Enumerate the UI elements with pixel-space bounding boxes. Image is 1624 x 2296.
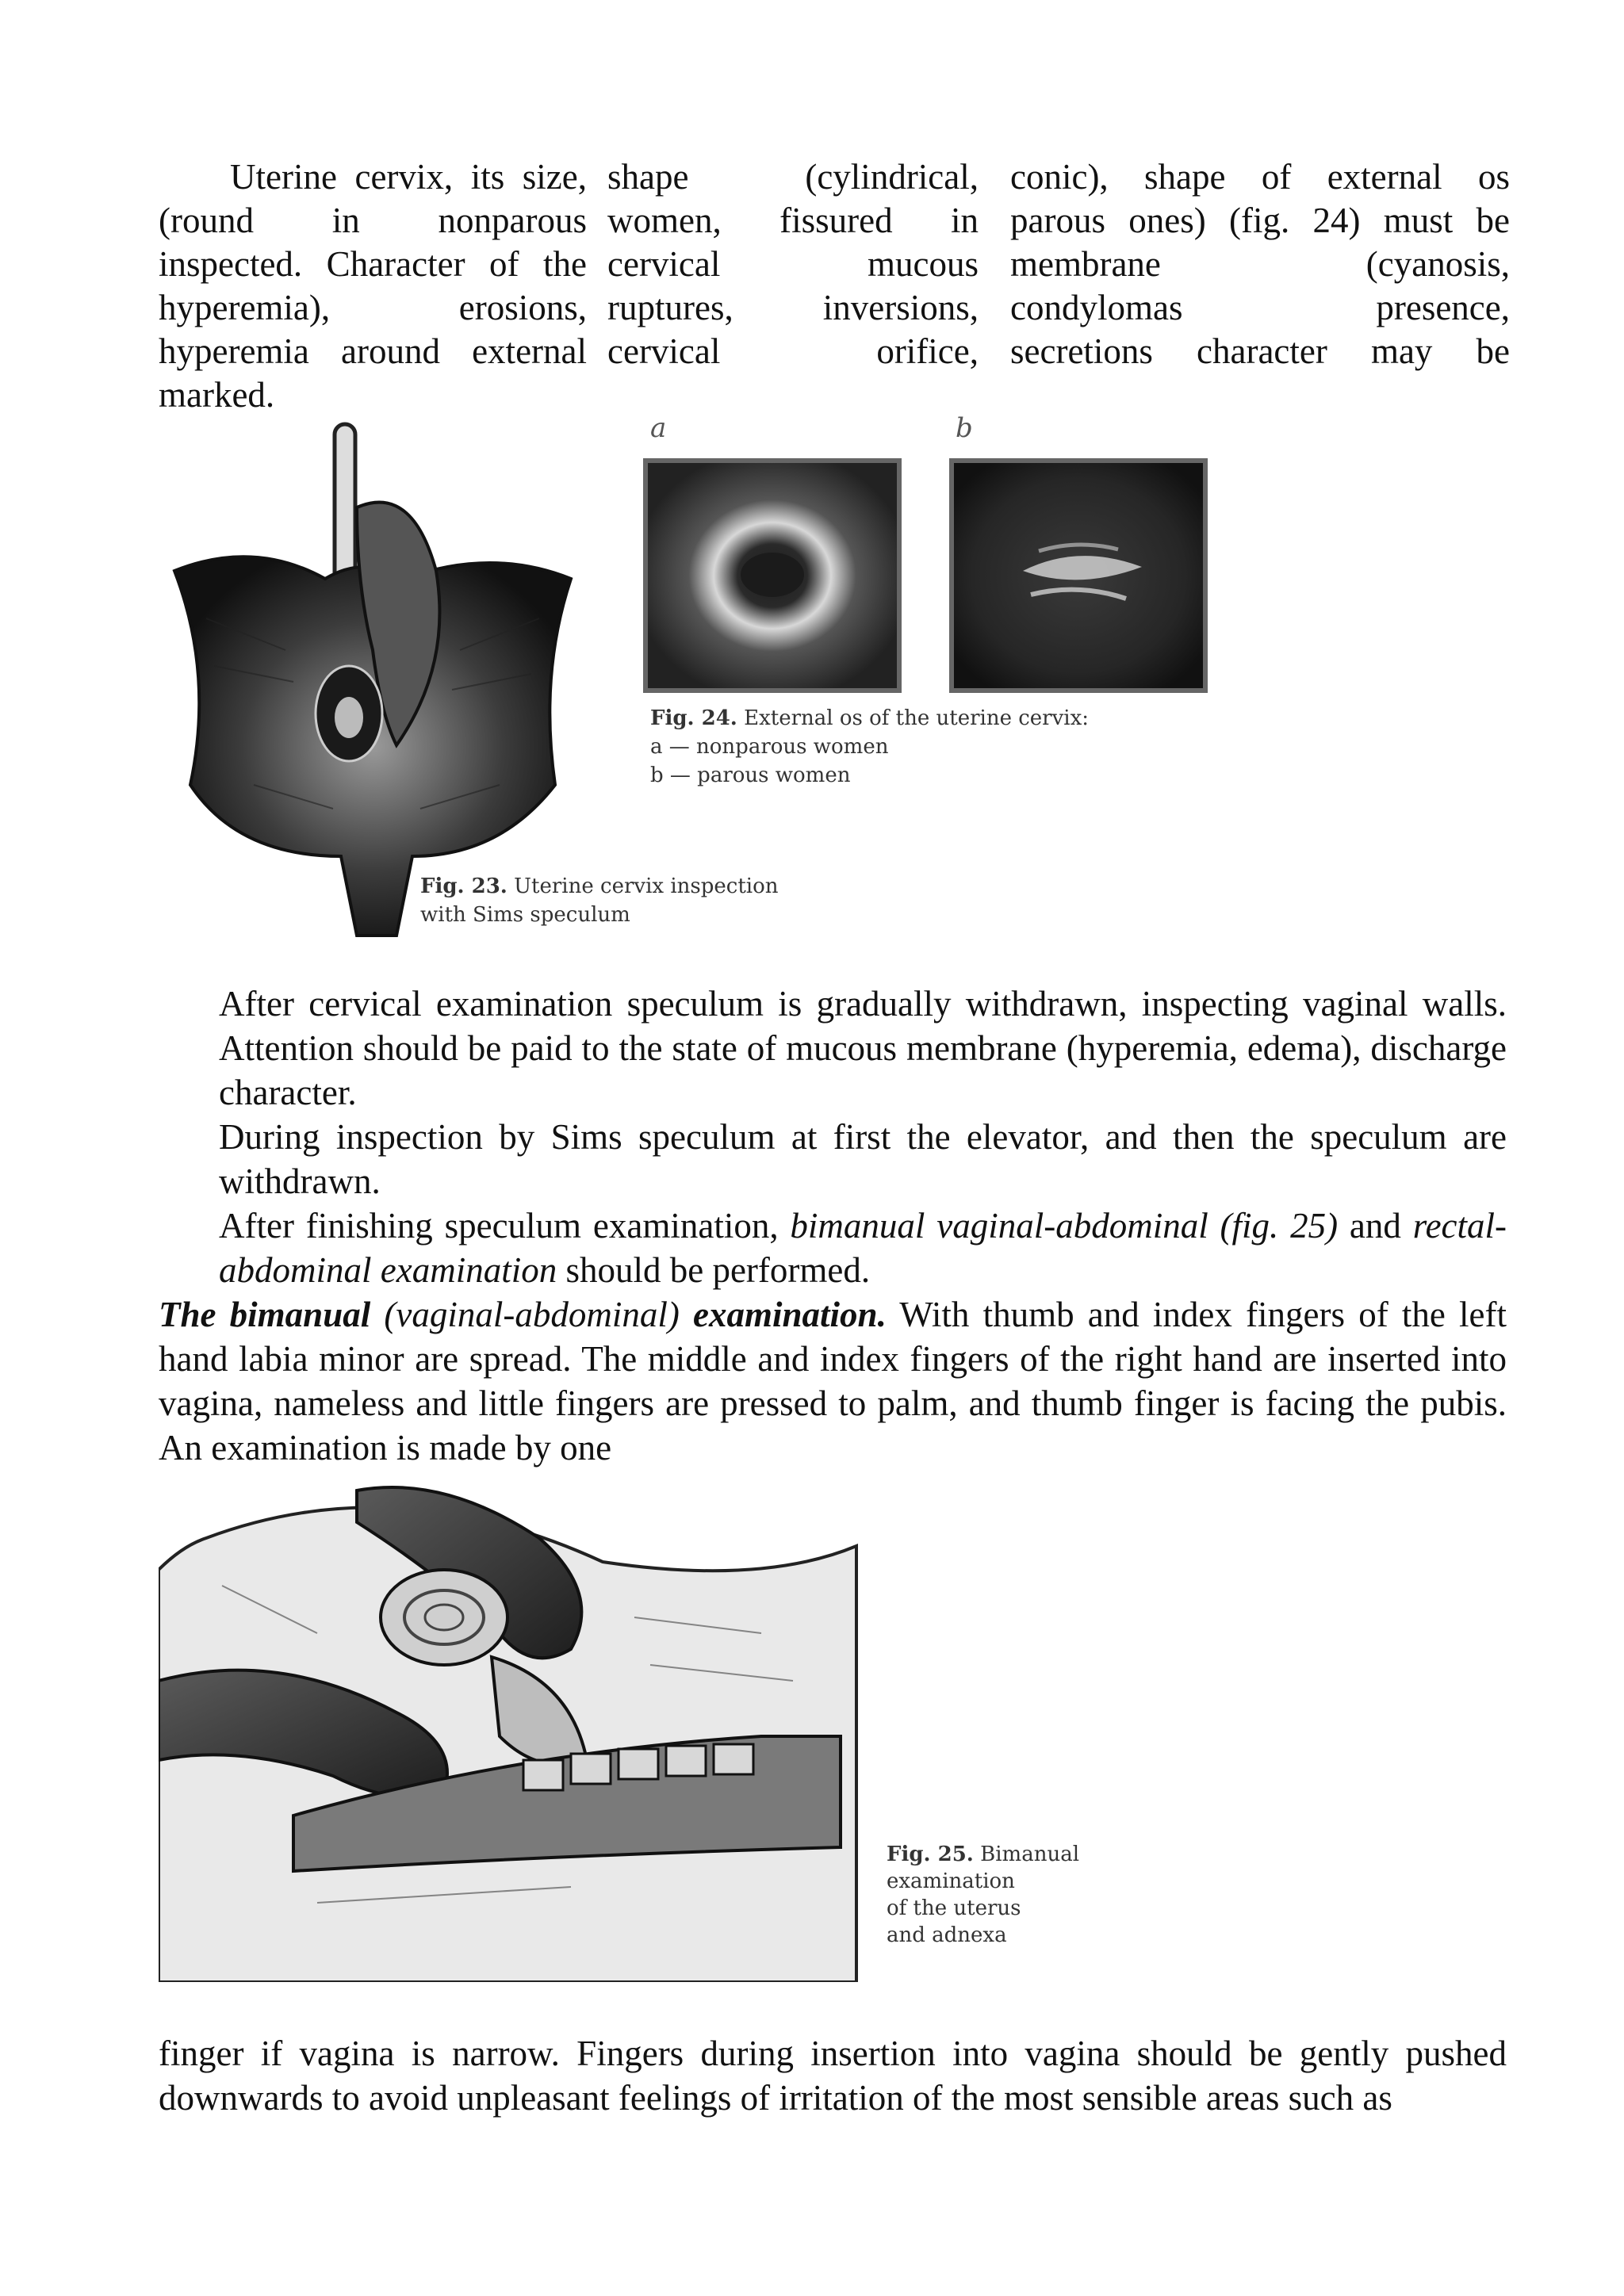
text-line: secretions character may be <box>1010 331 1510 371</box>
top-columns <box>159 155 1510 417</box>
panel-label-b: b <box>956 412 973 444</box>
column-3 <box>1010 155 1510 373</box>
italic-term: bimanual vaginal-abdominal (fig. 25) <box>790 1206 1339 1246</box>
paragraph-text: finger if vagina is narrow. Fingers during insertion into vagina should be gently pushed downwards to avoid unpleasant feelings of irritation of the most sensible areas such as <box>159 2034 1507 2118</box>
caption-bold: Fig. 23. <box>420 874 508 898</box>
caption-text: Uterine cervix inspection <box>514 874 779 898</box>
column-1 <box>159 155 587 417</box>
paragraph-text: After finishing speculum examination, <box>219 1206 791 1246</box>
text-line: conic), shape of external os <box>1010 157 1510 197</box>
text-line: women, fissured in <box>607 201 979 240</box>
bold-italic-term: examination. <box>693 1295 887 1334</box>
caption-text: Bimanual <box>980 1843 1080 1866</box>
text-line: cervical mucous <box>607 244 979 284</box>
caption-text: of the uterus <box>887 1896 1021 1920</box>
caption-text: a — nonparous women <box>650 735 889 759</box>
caption-text: with Sims speculum <box>420 903 630 927</box>
column-2 <box>607 155 979 373</box>
paragraph-text: should be performed. <box>557 1250 871 1290</box>
text-line: inspected. Character of the <box>159 244 587 284</box>
italic-term: (vaginal-abdominal) <box>370 1295 694 1334</box>
paragraph-text: After cervical examination speculum is gradually withdrawn, inspecting vaginal walls. Attention should be paid to the state of mucous membrane (hyperemia, edema), discharge character. <box>219 984 1507 1112</box>
text-line: (round in nonparous <box>159 201 587 240</box>
paragraph-3 <box>159 1203 1507 1292</box>
text-line: hyperemia), erosions, <box>159 288 587 327</box>
figure-25-caption <box>887 1841 1079 1949</box>
panel-label-a: a <box>650 412 667 444</box>
text-line: marked. <box>159 375 275 415</box>
italic-term: rectal-abdominal examination <box>219 1206 1507 1290</box>
bold-italic-term: The bimanual <box>159 1295 371 1334</box>
caption-text: External os of the uterine cervix: <box>744 706 1090 730</box>
caption-bold: Fig. 25. <box>887 1843 974 1866</box>
figure-23-caption <box>420 872 778 929</box>
paragraph-2 <box>159 1115 1507 1203</box>
text-line: cervical orifice, <box>607 331 979 371</box>
caption-text: examination <box>887 1869 1015 1893</box>
figure-24-caption <box>650 704 1089 790</box>
paragraph-text: With thumb and index fingers of the left hand labia minor are spread. The middle and index fingers of the right hand are inserted into vagina, nameless and little fingers are pressed to palm, and thumb finger is facing the pubis. An examination is made by one <box>159 1295 1507 1468</box>
paragraph-text: During inspection by Sims speculum at first the elevator, and then the speculum are withdrawn. <box>219 1117 1507 1201</box>
paragraph-1 <box>159 982 1507 1115</box>
caption-text: and adnexa <box>887 1923 1007 1947</box>
text-line: ruptures, inversions, <box>607 288 979 327</box>
figure-24 <box>634 412 1237 801</box>
figure-25 <box>159 1475 1110 1982</box>
caption-bold: Fig. 24. <box>650 706 737 730</box>
paragraph-5 <box>159 2031 1507 2120</box>
text-line: Uterine cervix, its size, <box>230 157 587 197</box>
text-line: membrane (cyanosis, <box>1010 244 1510 284</box>
text-line: parous ones) (fig. 24) must be <box>1010 201 1510 240</box>
paragraph-text: and <box>1338 1206 1413 1246</box>
external-os-panels <box>634 456 1237 710</box>
bimanual-examination-illustration <box>159 1475 872 1982</box>
paragraph-4 <box>159 1292 1507 1470</box>
caption-text: b — parous women <box>650 763 851 787</box>
text-line: condylomas presence, <box>1010 288 1510 327</box>
text-line: shape (cylindrical, <box>607 157 979 197</box>
text-line: hyperemia around external <box>159 331 587 371</box>
sims-speculum-illustration <box>159 412 603 951</box>
